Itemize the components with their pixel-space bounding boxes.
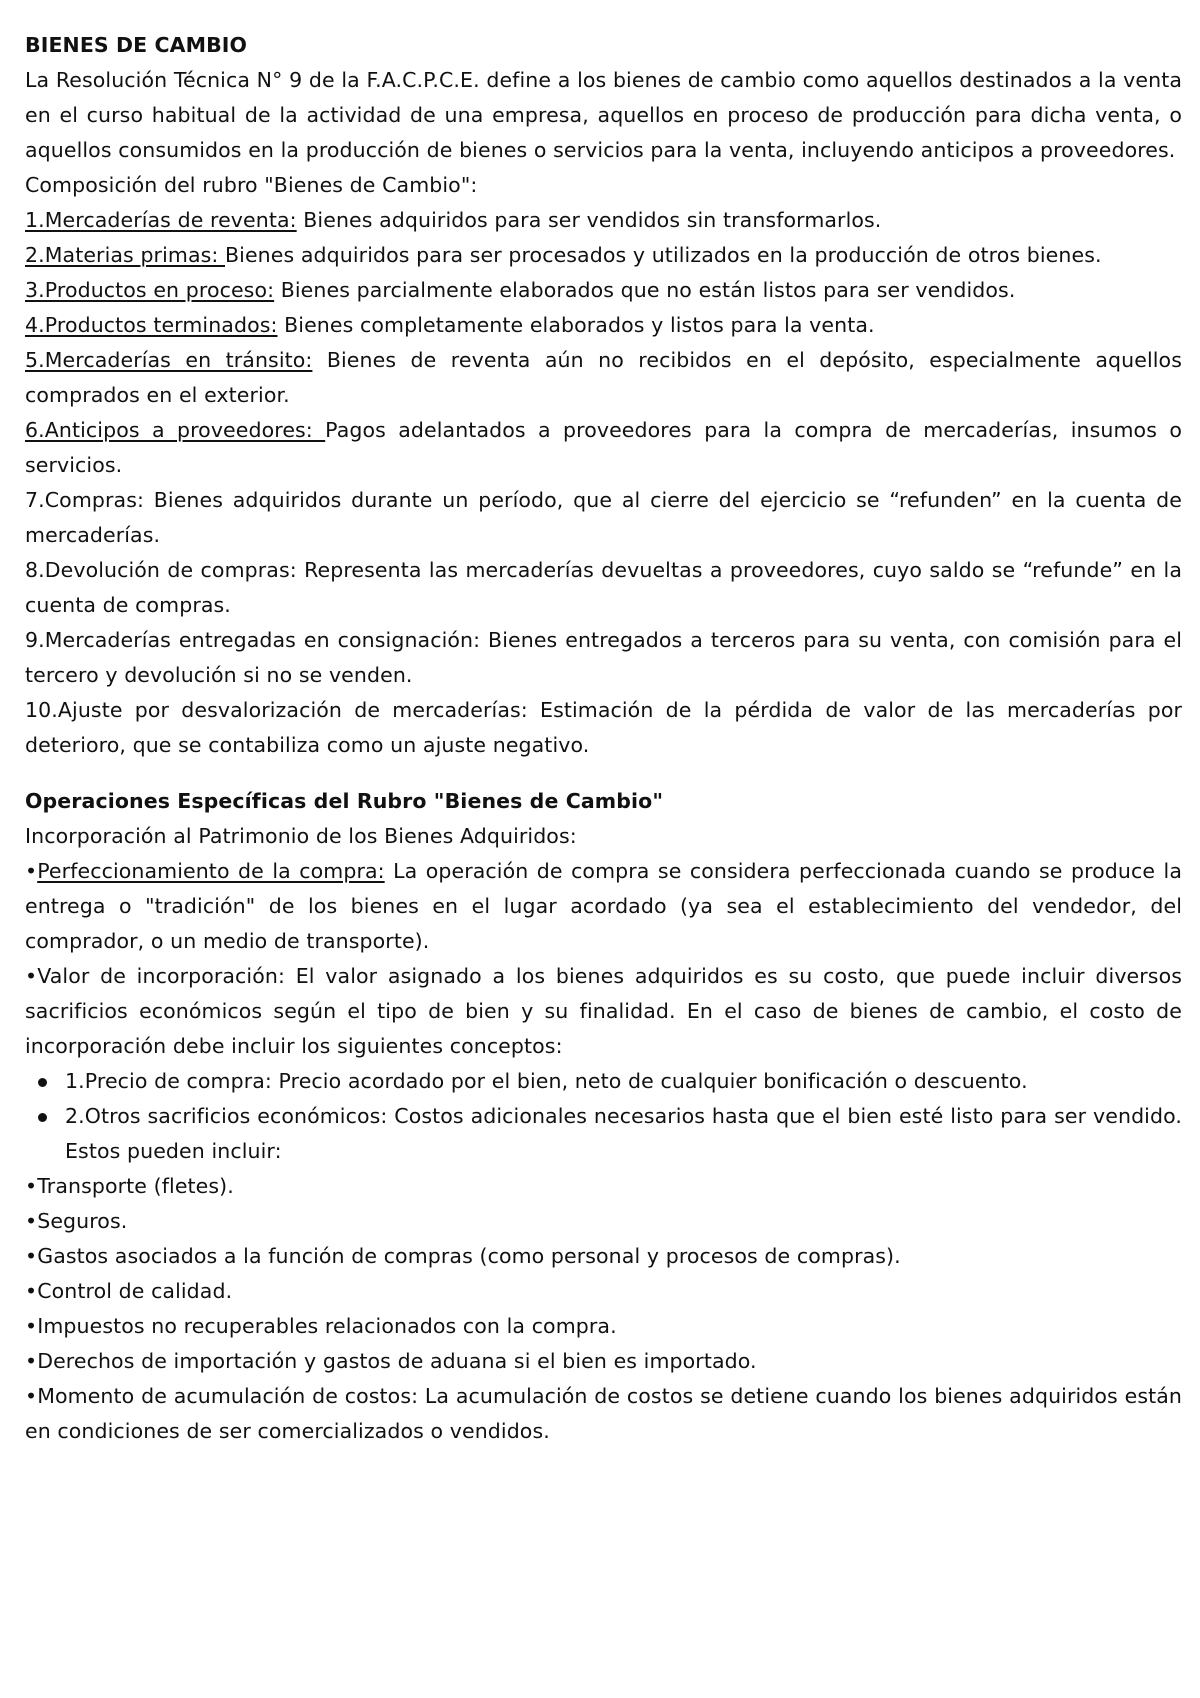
bullet-icon: •: [25, 1174, 38, 1198]
bullet-icon: •: [25, 964, 38, 988]
list-item: [25, 203, 1182, 238]
subheading: Incorporación al Patrimonio de los Bienes Adquiridos:: [25, 824, 577, 848]
composition-heading: Composición del rubro "Bienes de Cambio":: [25, 173, 478, 197]
list-item-text: Derechos de importación y gastos de aduana si el bien es importado.: [37, 1349, 757, 1373]
list-item: [25, 343, 1182, 413]
section-title: BIENES DE CAMBIO: [25, 33, 248, 57]
list-item-text: 1.Precio de compra: Precio acordado por el bien, neto de cualquier bonificación o descuento.: [65, 1069, 1028, 1093]
item-description: Representa las mercaderías devueltas a proveedores, cuyo saldo se “refunde” en la cuenta de compras.: [25, 558, 1182, 617]
list-item-text: Control de calidad.: [37, 1279, 233, 1303]
item-description: Bienes completamente elaborados y listos para la venta.: [277, 313, 875, 337]
item-description: Bienes de reventa aún no recibidos en el depósito, especialmente aquellos comprados en el exterior.: [25, 348, 1182, 407]
list-item: [25, 273, 1182, 308]
list-item-text: Momento de acumulación de costos: La acumulación de costos se detiene cuando los bienes adquiridos están en condiciones de ser comercializados o vendidos.: [25, 1384, 1182, 1443]
item-term: 6.Anticipos a proveedores:: [25, 418, 326, 442]
bullet-paragraph: [25, 854, 1182, 959]
bullet-icon: •: [25, 1209, 38, 1233]
item-description: La operación de compra se considera perfeccionada cuando se produce la entrega o "tradición" de los bienes en el lugar acordado (ya sea el establecimiento del vendedor, del comprador, o un medio de transporte).: [25, 859, 1182, 953]
item-description: Bienes parcialmente elaborados que no están listos para ser vendidos.: [274, 278, 1016, 302]
document-page: [25, 28, 1182, 1449]
bullet-paragraph: [25, 1169, 1182, 1204]
item-term: 7.Compras:: [25, 488, 144, 512]
item-term: Perfeccionamiento de la compra:: [37, 859, 385, 883]
list-item: [65, 1099, 1182, 1169]
item-description: Estimación de la pérdida de valor de las mercaderías por deterioro, que se contabiliza como un ajuste negativo.: [25, 698, 1183, 757]
item-description: Bienes adquiridos para ser vendidos sin transformarlos.: [296, 208, 882, 232]
bullet-icon: •: [25, 1244, 38, 1268]
item-term: 8.Devolución de compras:: [25, 558, 297, 582]
bullet-paragraph: [25, 1344, 1182, 1379]
bullet-icon: [38, 1113, 47, 1122]
bullet-paragraph: [25, 1309, 1182, 1344]
bullet-icon: •: [25, 1279, 38, 1303]
list-item: [25, 483, 1182, 553]
cost-concepts-list: [25, 1064, 1182, 1169]
item-term: 3.Productos en proceso:: [25, 278, 275, 302]
bullet-paragraph: [25, 1274, 1182, 1309]
list-item: [25, 693, 1182, 763]
list-item-text: Transporte (fletes).: [37, 1174, 234, 1198]
bullet-icon: •: [25, 1349, 38, 1373]
item-term: 9.Mercaderías entregadas en consignación:: [25, 628, 481, 652]
intro-paragraph: La Resolución Técnica N° 9 de la F.A.C.P.C.E. define a los bienes de cambio como aquellos destinados a la venta en el curso habitual de la actividad de una empresa, aquellos en proceso de producción para dicha venta, o aquellos consumidos en la producción de bienes o servicios para la venta, incluyendo anticipos a proveedores.: [25, 68, 1182, 162]
list-item: [25, 413, 1182, 483]
item-term: 4.Productos terminados:: [25, 313, 278, 337]
list-item-text: Impuestos no recuperables relacionados con la compra.: [37, 1314, 617, 1338]
section-title: Operaciones Específicas del Rubro "Bienes de Cambio": [25, 789, 664, 813]
list-item: [25, 238, 1182, 273]
section-spacer: [25, 763, 1182, 784]
item-description: Bienes adquiridos durante un período, que al cierre del ejercicio se “refunden” en la cuenta de mercaderías.: [25, 488, 1182, 547]
item-description: Bienes adquiridos para ser procesados y utilizados en la producción de otros bienes.: [225, 243, 1102, 267]
item-description: Pagos adelantados a proveedores para la compra de mercaderías, insumos o servicios.: [25, 418, 1182, 477]
list-item: [65, 1064, 1182, 1099]
item-term: 2.Materias primas:: [25, 243, 226, 267]
item-term: 1.Mercaderías de reventa:: [25, 208, 297, 232]
item-description: Valor de incorporación: El valor asignado a los bienes adquiridos es su costo, que puede incluir diversos sacrificios económicos según el tipo de bien y su finalidad. En el caso de bienes de cambio, el costo de incorporación debe incluir los siguientes conceptos:: [25, 964, 1182, 1058]
bullet-icon: [38, 1078, 47, 1087]
list-item: [25, 623, 1182, 693]
bullet-icon: •: [25, 859, 38, 883]
bullet-paragraph: [25, 959, 1182, 1064]
list-item: [25, 553, 1182, 623]
list-item: [25, 308, 1182, 343]
item-description: Bienes entregados a terceros para su venta, con comisión para el tercero y devolución si no se venden.: [25, 628, 1182, 687]
bullet-icon: •: [25, 1314, 38, 1338]
list-item-text: Gastos asociados a la función de compras (como personal y procesos de compras).: [37, 1244, 901, 1268]
bullet-paragraph: [25, 1239, 1182, 1274]
list-item-text: 2.Otros sacrificios económicos: Costos adicionales necesarios hasta que el bien esté listo para ser vendido. Estos pueden incluir:: [65, 1104, 1182, 1163]
bullet-paragraph: [25, 1204, 1182, 1239]
item-term: 10.Ajuste por desvalorización de mercaderías:: [25, 698, 528, 722]
bullet-icon: •: [25, 1384, 38, 1408]
bullet-paragraph: [25, 1379, 1182, 1449]
item-term: 5.Mercaderías en tránsito:: [25, 348, 313, 372]
list-item-text: Seguros.: [37, 1209, 128, 1233]
